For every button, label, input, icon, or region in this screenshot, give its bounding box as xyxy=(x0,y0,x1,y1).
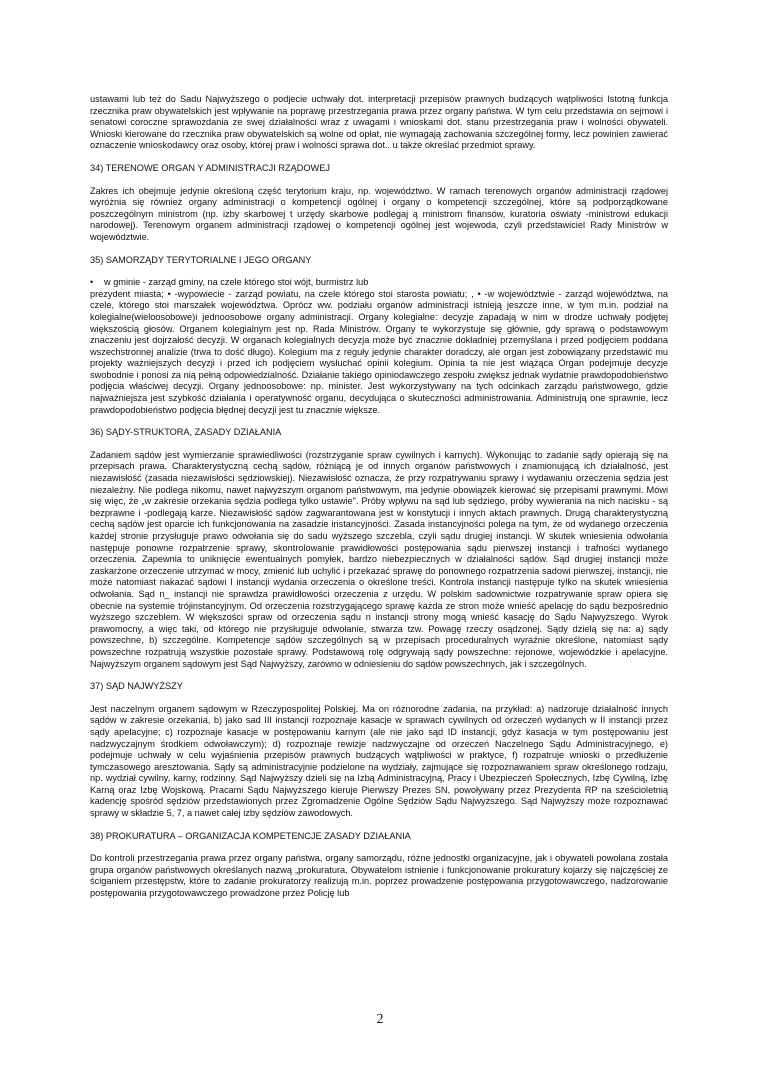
document-body xyxy=(90,94,668,900)
page-number: 2 xyxy=(376,1012,384,1027)
section-heading: 37) SĄD NAJWYŻSZY xyxy=(90,681,183,692)
paragraph: Do kontroli przestrzegania prawa przez organy państwa, organy samorządu, różne jednostki organizacyjne, jak i obywateli powołana została grupa organów państwowych określanych nazwą „prokuratura. Obywatelom istnienie i funkcjonowanie prokuratury kojarzy się najczęściej ze ściganiem przestępstw, które to zadanie prokuratorzy realizują m.in. poprzez prowadzenie postępowania przygotowawczego, nadzorowanie postępowania przygotowawczego prowadzone przez Policję lub xyxy=(90,853,668,899)
bullet-text: w gminie - zarząd gminy, na czele którego stoi wójt, burmistrz lub xyxy=(104,277,369,288)
section-heading: 38) PROKURATURA – ORGANIZACJA KOMPETENCJE ZASADY DZIAŁANIA xyxy=(90,830,411,841)
paragraph: Zadaniem sądów jest wymierzanie sprawiedliwości (rozstrzyganie spraw cywilnych i karnych). Wykonując to zadanie sądy opierają się na przepisach prawa. Charakterystyczną cechą sądów, różniącą je od innych organów państwowych i znamionującą ich działalność, jest niezawisłość (zasada niezawisłości sędziowskiej). Niezawisłość oznacza, że przy rozpatrywaniu sprawy i wydawaniu orzeczenia sędzia jest niezależny. Nie podlega nikomu, nawet najwyższym organom państwowym, ma jedynie obowiązek kierować się przepisami prawnymi. Mówi się więc, że „w zakresie orzekania sędzia podlega tylko ustawie". Próby wpływu na sąd lub sędziego, próby wywierania na nich nacisku - są bezprawne i -podlegają karze. Niezawisłość sądów zagwarantowana jest w konstytucji i innych aktach prawnych. Drugą charakterystyczną cechą sądów jest oparcie ich funkcjonowania na zasadzie instancyjności. Zasada instancyjności polega na tym, że od wydanego orzeczenia każdej stronie przysługuje prawo odwołania się do sadu wyższego szczebla, czyli sądu drugiej instancji. W skutek wniesienia odwołania następuje ponowne rozpatrzenie sprawy, skontrolowanie prawidłowości postępowania sądu pierwszej instancji i trafności wydanego orzeczenia. Zapewnia to uniknięcie ewentualnych pomyłek, bardzo niebezpiecznych w działalności sądów. Sąd drugiej instancji może zaskarżone orzeczenie utrzymać w mocy, zmienić lub uchylić i przekazać sprawę do ponownego rozpatrzenia sadowi pierwszej, instancji, nie może natomiast nakazać sądowi I instancji wydania orzeczenia o określone treści. Kontrola instancji następuje tylko na skutek wniesienia odwołania. Sąd n_ instancji nie sprawdza prawidłowości orzeczenia z urzędu. W polskim sadownictwie rozpatrywanie spraw opiera się obecnie na systemie trójinstancyjnym. Od orzeczenia rozstrzygającego sprawę każda ze stron może wnieść apelację do sądu bezpośrednio wyższego szczeblem. W większości spraw od orzeczenia sądu n instancji strony mogą wnieść kasację do Sądu Najwyższego. Wyrok prawomocny, a więc taki, od którego nie przysługuje odwołanie, stwarza tzw. Powagę rzeczy osądzonej. Sądy dzielą się na: a) sądy powszechne, b) szczególne. Kompetencje sądów szczególnych są w przepisach proceduralnych wyraźnie określone, natomiast sądy powszechne rozpatrują wszystkie pozostałe sprawy. Podstawową rolę odgrywają sądy powszechne: rejonowe, wojewódzkie i apelacyjne. Najwyższym organem sądowym jest Sąd Najwyższy, zarówno w odniesieniu do sądów powszechnych, jak i szczególnych. xyxy=(90,449,668,669)
paragraph: prezydent miasta; • -wypowiecie - zarząd powiatu, na czele którego stoi starosta powiatu; , • -w województwie - zarząd województwa, na czele, którego stoi marszałek województwa. Oprócz ww. podziału organów administracji istnieją jeszcze inne, w tym m.in. podział na kolegialne(wieloosobowe)i jednoosobowe organy administracji. Organy kolegialne: decyzje zapadają w nim w drodze uchwały podjętej większością głosów. Organem kolegialnym jest np. Rada Ministrów. Organy te wykorzystuje się głównie, gdy sprawą o podstawowym znaczeniu jest dojrzałość decyzji. W organach kolegialnych decyzja może być znacznie dokładniej przemyślana i przed podjęciem poddana wszechstronnej analizie (trwa to dość długo). Kolegium ma z reguły jedynie charakter doradczy, ale organ jest zobowiązany przedstawić mu projekty ważniejszych decyzji i przed ich podjęciem wysłuchać opinii kolegium. Opinia ta nie jest wiążąca Organ podejmuje decyzje swobodnie i ponosi za nią pełną odpowiedzialność. Działanie takiego opiniodawczego zespołu zwiększ jednak wydatnie prawdopodobieństwo podjęcia właściwej decyzji. Organy jednoosobowe: np. minister. Jest wykorzystywany na tych odcinkach zarządu państwowego, gdzie najważniejsza jest szybkość działania i operatywność organu, decydująca o skuteczności administrowania. Administrują one sprawnie, lecz prawdopodobieństwo podjęcia błędnej decyzji jest tu znacznie większe. xyxy=(90,288,668,415)
paragraph: Jest naczelnym organem sądowym w Rzeczypospolitej Polskiej. Ma on różnorodne zadania, na przykład: a) nadzoruje działalność innych sądów w zakresie orzekania, b) jako sad III instancji rozpoznaje kasacje w sprawach cywilnych od orzeczeń wydanych w II instancji przez sądy apelacyjne; c) rozpoznaje kasacje w postępowaniu karnym (ale nie jako sąd ID instancji, gdyż kasacja w tym postępowaniu jest nadzwyczajnym środkiem odwoławczym); d) rozpoznaje rewizje nadzwyczajne od orzeczeń Naczelnego Sądu Administracyjnego, e) podejmuje uchwały w celu wyjaśnienia przepisów prawnych budzących wątpliwości w praktyce, f) rozpatruje wnioski o przedłużenie tymczasowego aresztowania. Sądy są administracyjnie podzielone na wydziały, zajmujące się rozpoznawaniem spraw określonego rodzaju, np. wydział cywilny, karny, rodzinny. Sąd Najwyższy dzieli się na Izbą Administracyjną, Pracy i Ubezpieczeń Społecznych, Izbę Cywilną, Izbę Karną oraz Izbę Wojskową. Pracami Sądu Najwyższego kieruje Pierwszy Prezes SN, powoływany przez Prezydenta RP na sześcioletnią kadencję spośród sędziów przedstawionych przez Zgromadzenie Ogólne Sędziów Sądu Najwyższego. Sąd Najwyższy może rozpoznawać sprawy w składzie 5, 7, a nawet całej izby sędziów zawodowych. xyxy=(90,703,668,819)
paragraph: ustawami lub też do Sadu Najwyższego o podjecie uchwały dot. interpretacji przepisów prawnych budzących wątpliwości Istotną funkcja rzecznika praw obywatelskich jest wpływanie na poprawę przestrzegania prawa przez organy państwa. W tym celu przedstawia on sejmowi i senatowi coroczne sprawozdania ze swej działalności wraz z uwagami i wnioskami dot. stanu przestrzegania praw i wolności obywateli. Wnioski kierowane do rzecznika praw obywatelskich są wolne od opłat, nie wymagają zachowania szczególnej formy, lecz powinien zawierać oznaczenie wnioskodawcy oraz osoby, której praw i wolności sprawa dot.. u także określać przedmiot sprawy. xyxy=(90,94,668,151)
section-heading: 34) TERENOWE ORGAN Y ADMINISTRACJI RZĄDOWEJ xyxy=(90,162,330,173)
section-heading: 36) SĄDY-STRUKTORA, ZASADY DZIAŁANIA xyxy=(90,427,282,438)
bullet-item xyxy=(90,277,668,289)
paragraph: Zakres ich obejmuje jedynie określoną część terytorium kraju, np. województwo. W ramach terenowych organów administracji rządowej wyróżnia się również organy administracji o kompetencji ogólnej i organy o kompetencji szczególnej, które są podporządkowane poszczególnym ministrom (np. izby skarbowej t urzędy skarbowe podlegaj ą ministrom finansów, kuratoria oświaty -ministrowi edukacji narodowej). Terenowym organem administracji rządowej o kompetencji ogólnej jest wojewoda, czyli przedstawiciel Rady Ministrów w województwie. xyxy=(90,185,668,242)
bullet-icon: • xyxy=(90,277,94,288)
section-heading: 35) SAMORZĄDY TERYTORIALNE I JEGO ORGANY xyxy=(90,254,312,265)
